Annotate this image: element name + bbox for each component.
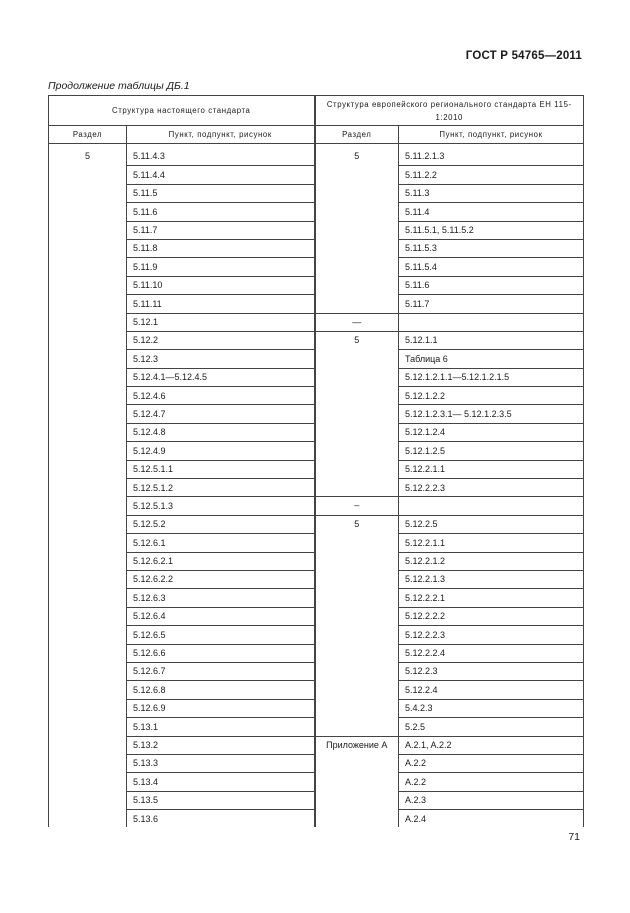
left-point-cell: 5.11.6 [127, 203, 315, 221]
left-point-cell: 5.11.4.4 [127, 166, 315, 184]
page-number: 71 [568, 831, 580, 843]
left-point-cell: 5.12.4.8 [127, 423, 315, 441]
right-point-cell: 5.11.7 [399, 295, 584, 313]
right-point-cell: 5.12.1.2.2 [399, 387, 584, 405]
left-point-cell: 5.12.2 [127, 331, 315, 349]
left-point-cell: 5.12.6.6 [127, 644, 315, 662]
right-point-cell: 5.12.2.2.1 [399, 589, 584, 607]
left-point-cell: 5.12.6.1 [127, 534, 315, 552]
table-row [49, 331, 584, 349]
left-point-cell: 5.12.5.1.3 [127, 497, 315, 515]
right-point-cell: 5.12.2.1.1 [399, 460, 584, 478]
right-point-cell: 5.12.2.1.1 [399, 534, 584, 552]
left-point-cell: 5.13.5 [127, 791, 315, 809]
right-point-cell: Таблица 6 [399, 350, 584, 368]
left-point-cell: 5.12.6.2.2 [127, 570, 315, 588]
left-point-cell: 5.12.5.2 [127, 515, 315, 533]
left-point-cell: 5.11.5 [127, 184, 315, 202]
left-point-cell: 5.12.6.9 [127, 699, 315, 717]
right-point-cell: A.2.2 [399, 754, 584, 772]
right-point-cell: 5.11.2.1.3 [399, 144, 584, 166]
left-point-cell: 5.11.10 [127, 276, 315, 294]
right-point-cell: 5.12.2.5 [399, 515, 584, 533]
right-point-cell [399, 313, 584, 331]
right-point-cell: 5.11.3 [399, 184, 584, 202]
left-point-cell: 5.12.4.1—5.12.4.5 [127, 368, 315, 386]
table-row [49, 313, 584, 331]
right-point-cell: 5.11.4 [399, 203, 584, 221]
header-european-standard: Структура европейского регионального стандарта ЕН 115-1:2010 [315, 96, 584, 126]
left-point-cell: 5.12.4.6 [127, 387, 315, 405]
table-row [49, 497, 584, 515]
right-point-cell: 5.12.2.2.4 [399, 644, 584, 662]
right-point-cell [399, 497, 584, 515]
left-point-cell: 5.12.6.5 [127, 626, 315, 644]
right-point-cell: A.2.2 [399, 773, 584, 791]
left-point-cell: 5.12.5.1.1 [127, 460, 315, 478]
left-point-cell: 5.11.11 [127, 295, 315, 313]
left-point-cell: 5.11.8 [127, 239, 315, 257]
subheader-point-left: Пункт, подпункт, рисунок [127, 126, 315, 144]
correspondence-table [48, 95, 583, 827]
left-section-cell: 5 [49, 144, 127, 828]
right-section-cell: 5 [315, 144, 399, 314]
right-point-cell: 5.11.5.4 [399, 258, 584, 276]
left-point-cell: 5.12.3 [127, 350, 315, 368]
right-point-cell: 5.11.5.1, 5.11.5.2 [399, 221, 584, 239]
right-point-cell: 5.12.2.1.3 [399, 570, 584, 588]
right-point-cell: A.2.3 [399, 791, 584, 809]
left-point-cell: 5.12.6.4 [127, 607, 315, 625]
table-row [49, 515, 584, 533]
right-point-cell: 5.12.2.2.3 [399, 479, 584, 497]
right-point-cell: 5.4.2.3 [399, 699, 584, 717]
right-point-cell: 5.12.2.4 [399, 681, 584, 699]
right-point-cell: 5.12.1.2.5 [399, 442, 584, 460]
left-point-cell: 5.13.6 [127, 810, 315, 828]
right-point-cell: 5.12.1.2.4 [399, 423, 584, 441]
right-point-cell: 5.12.2.3 [399, 662, 584, 680]
right-section-cell: 5 [315, 331, 399, 497]
left-point-cell: 5.11.9 [127, 258, 315, 276]
right-point-cell: 5.12.2.1.2 [399, 552, 584, 570]
right-section-cell: – [315, 497, 399, 515]
document-standard-number: ГОСТ Р 54765—2011 [465, 50, 582, 62]
left-point-cell: 5.12.5.1.2 [127, 479, 315, 497]
right-section-cell: 5 [315, 515, 399, 736]
table-row [49, 736, 584, 754]
right-point-cell: 5.12.2.2.2 [399, 607, 584, 625]
left-point-cell: 5.11.7 [127, 221, 315, 239]
left-point-cell: 5.12.6.2.1 [127, 552, 315, 570]
right-point-cell: 5.12.2.2.3 [399, 626, 584, 644]
table-caption: Продолжение таблицы ДБ.1 [48, 80, 190, 92]
left-point-cell: 5.13.3 [127, 754, 315, 772]
left-point-cell: 5.12.6.7 [127, 662, 315, 680]
right-point-cell: A.2.1, A.2.2 [399, 736, 584, 754]
right-point-cell: 5.12.1.2.3.1— 5.12.1.2.3.5 [399, 405, 584, 423]
header-current-standard: Структура настоящего стандарта [49, 96, 315, 126]
table-row [49, 144, 584, 166]
right-section-cell: — [315, 313, 399, 331]
right-point-cell: 5.11.5.3 [399, 239, 584, 257]
left-point-cell: 5.12.4.7 [127, 405, 315, 423]
right-point-cell: 5.11.2.2 [399, 166, 584, 184]
right-point-cell: 5.12.1.1 [399, 331, 584, 349]
left-point-cell: 5.13.4 [127, 773, 315, 791]
left-point-cell: 5.13.2 [127, 736, 315, 754]
left-point-cell: 5.12.6.8 [127, 681, 315, 699]
left-point-cell: 5.13.1 [127, 718, 315, 736]
subheader-point-right: Пункт, подпункт, рисунок [399, 126, 584, 144]
right-section-cell: Приложение А [315, 736, 399, 827]
subheader-section-left: Раздел [49, 126, 127, 144]
left-point-cell: 5.11.4.3 [127, 144, 315, 166]
right-point-cell: A.2.4 [399, 810, 584, 828]
right-point-cell: 5.11.6 [399, 276, 584, 294]
left-point-cell: 5.12.4.9 [127, 442, 315, 460]
left-point-cell: 5.12.1 [127, 313, 315, 331]
right-point-cell: 5.12.1.2.1.1—5.12.1.2.1.5 [399, 368, 584, 386]
right-point-cell: 5.2.5 [399, 718, 584, 736]
left-point-cell: 5.12.6.3 [127, 589, 315, 607]
subheader-section-right: Раздел [315, 126, 399, 144]
